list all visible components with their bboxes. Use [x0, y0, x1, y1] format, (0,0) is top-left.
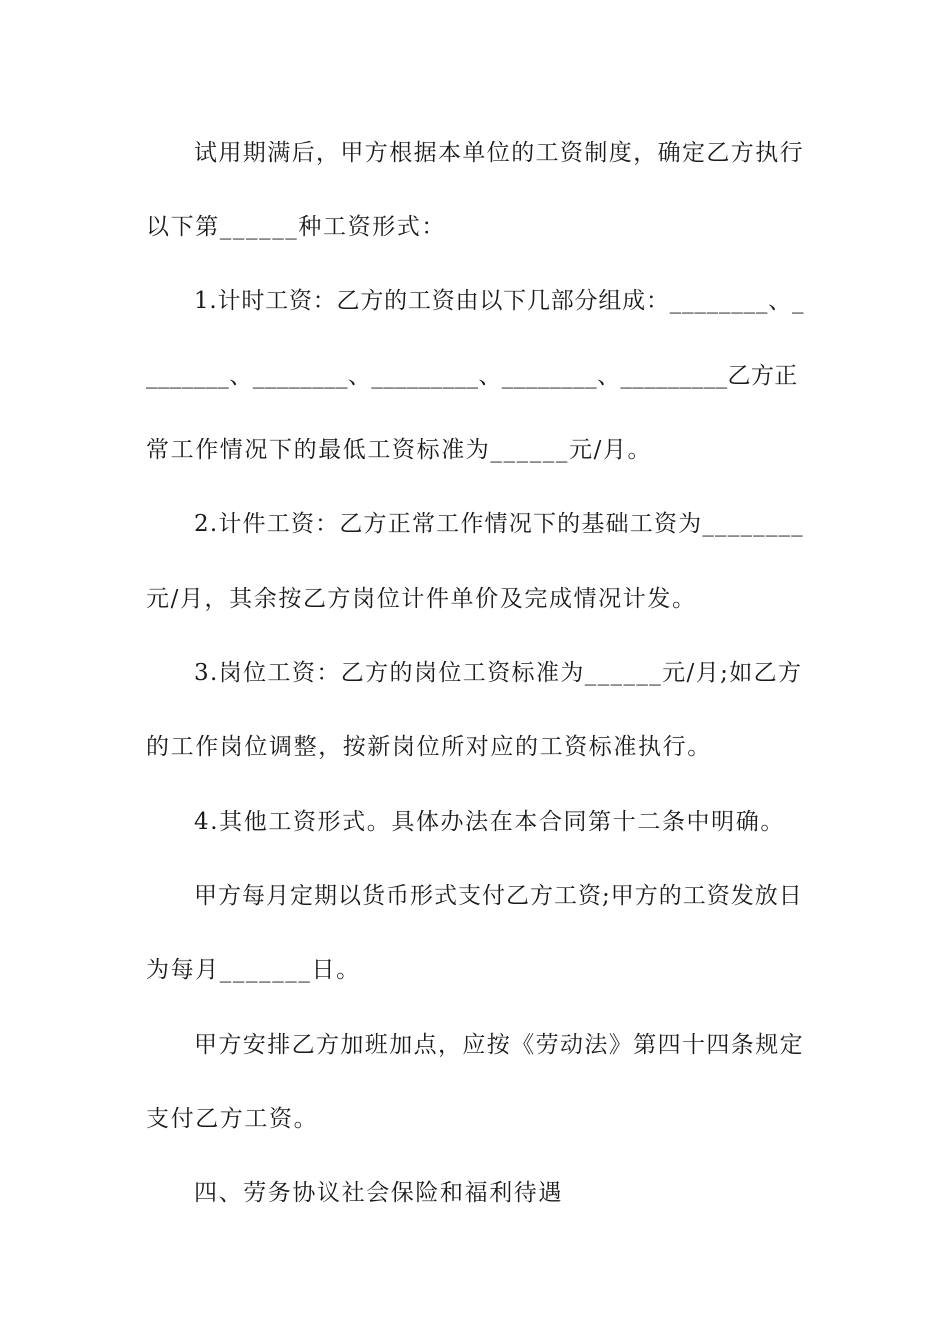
- paragraph-line: 4.其他工资形式。具体办法在本合同第十二条中明确。: [194, 809, 785, 835]
- paragraph-line: 元/月，其余按乙方岗位计件单价及完成情况计发。: [146, 586, 697, 612]
- section-heading: 四、劳务协议社会保险和福利待遇: [194, 1180, 563, 1206]
- paragraph-line: 试用期满后，甲方根据本单位的工资制度，确定乙方执行: [194, 140, 804, 166]
- paragraph-line: _______、________、_________、________、_________乙方正: [146, 363, 798, 389]
- paragraph-line: 1.计时工资：乙方的工资由以下几部分组成：________、_: [194, 288, 805, 314]
- paragraph-line: 为每月_______日。: [146, 957, 361, 983]
- paragraph-line: 以下第______种工资形式：: [146, 214, 446, 240]
- paragraph-line: 2.计件工资：乙方正常工作情况下的基础工资为________: [194, 511, 804, 537]
- paragraph-line: 甲方安排乙方加班加点，应按《劳动法》第四十四条规定: [194, 1032, 804, 1058]
- paragraph-line: 的工作岗位调整，按新岗位所对应的工资标准执行。: [146, 734, 712, 760]
- paragraph-line: 3.岗位工资：乙方的岗位工资标准为______元/月;如乙方: [194, 660, 803, 686]
- paragraph-line: 常工作情况下的最低工资标准为______元/月。: [146, 437, 653, 463]
- paragraph-line: 甲方每月定期以货币形式支付乙方工资;甲方的工资发放日: [194, 883, 803, 909]
- paragraph-line: 支付乙方工资。: [146, 1106, 319, 1132]
